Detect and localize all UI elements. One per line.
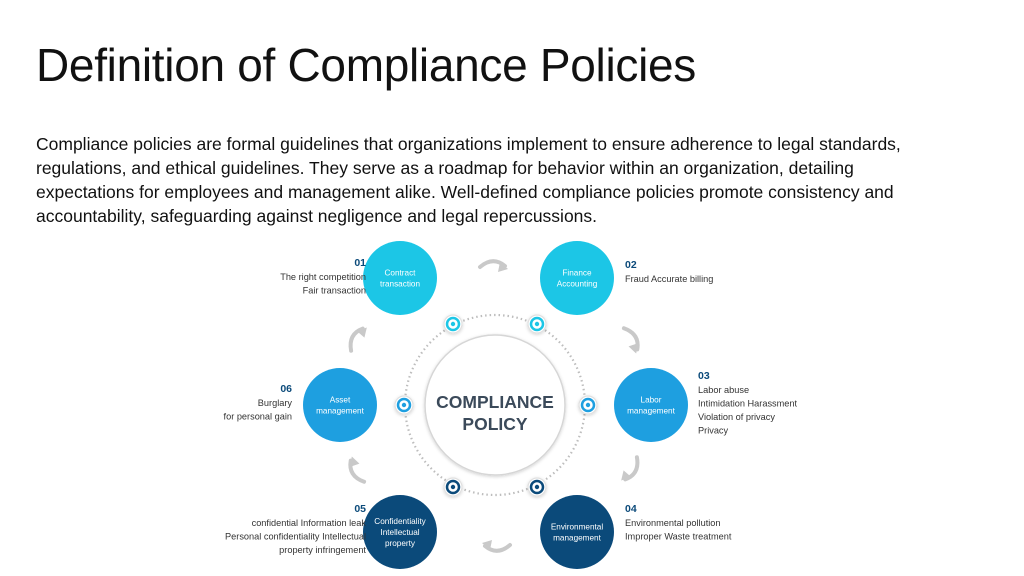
policy-number: 03 — [698, 370, 710, 382]
connector-dot — [444, 315, 462, 333]
policy-description — [225, 503, 366, 555]
policy-description-line: for personal gain — [223, 411, 292, 422]
cycle-arrow-icon — [620, 325, 643, 355]
policy-node-label: Confidentiality — [374, 517, 426, 526]
policy-description — [698, 370, 798, 436]
policy-description-line: Violation of privacy — [698, 412, 775, 422]
policy-description-line: Improper Waste treatment — [625, 531, 732, 542]
policy-number: 06 — [280, 383, 292, 395]
policy-description-line: Burglary — [257, 398, 292, 408]
policy-node-label: Labor — [640, 395, 662, 405]
policy-node — [363, 495, 437, 569]
connector-dot — [395, 396, 413, 414]
policy-description-line: Fair transaction — [302, 285, 366, 296]
policy-node-label: Contract — [384, 268, 416, 278]
policy-description — [280, 257, 366, 296]
policy-number: 02 — [625, 259, 637, 271]
slide-title: Definition of Compliance Policies — [36, 39, 696, 91]
policy-description-line: property infringement — [279, 545, 366, 555]
connector-dot — [528, 478, 546, 496]
policy-node — [540, 241, 614, 315]
policy-node-label: Intellectual — [380, 528, 420, 537]
policy-node — [303, 368, 377, 442]
cycle-arrow-icon — [619, 455, 642, 485]
policy-description-line: Environmental pollution — [625, 518, 721, 528]
policy-node-circle — [363, 241, 437, 315]
policy-node — [540, 495, 614, 569]
intro-paragraph: Compliance policies are formal guidelines that organizations implement to ensure adherence to legal standards, regulations, and ethical guidelines. They serve as a roadmap for behavior within an organization, detailing expectations for employees and management alike. Well-defined compliance policies promote consistency and accountability, safeguarding against negligence and legal repercussions. — [36, 134, 901, 226]
policy-node-label: transaction — [379, 279, 421, 289]
connector-dot — [579, 396, 597, 414]
center-label-line1: COMPLIANCE — [436, 392, 554, 412]
policy-description-line: confidential Information leak — [251, 518, 366, 528]
policy-node-circle — [614, 368, 688, 442]
cycle-arrow-icon — [480, 261, 508, 272]
policy-number: 05 — [354, 503, 366, 515]
policy-node-label: Accounting — [556, 279, 598, 289]
policy-node-label: Environmental — [550, 522, 604, 532]
policy-node-label: management — [316, 406, 364, 416]
policy-node-label: Finance — [562, 268, 592, 278]
policy-number: 01 — [354, 257, 366, 269]
policy-node-label: management — [627, 406, 675, 416]
connector-dot — [444, 478, 462, 496]
cycle-arrow-icon — [346, 324, 369, 354]
policy-description — [625, 503, 732, 542]
policy-node-label: management — [553, 533, 601, 543]
policy-description — [224, 383, 293, 422]
policy-node-circle — [303, 368, 377, 442]
center-label-line2: POLICY — [462, 414, 528, 434]
policy-description-line: Fraud Accurate billing — [625, 274, 714, 284]
policy-node-circle — [540, 241, 614, 315]
policy-description-line: Personal confidentiality Intellectual — [225, 531, 366, 542]
policy-node — [614, 368, 688, 442]
policy-node-label: property — [384, 539, 416, 548]
policy-description-line: The right competition — [280, 272, 366, 282]
connector-dot — [528, 315, 546, 333]
policy-node — [363, 241, 437, 315]
cycle-arrow-icon — [345, 455, 368, 485]
policy-node-circle — [540, 495, 614, 569]
policy-number: 04 — [625, 503, 637, 515]
policy-description — [625, 259, 713, 284]
cycle-arrow-icon — [482, 540, 510, 551]
policy-description-line: Labor abuse — [698, 385, 750, 395]
policy-description-line: Privacy — [698, 425, 729, 436]
policy-node-label: Asset — [329, 395, 351, 405]
policy-description-line: Intimidation Harassment — [698, 398, 798, 409]
